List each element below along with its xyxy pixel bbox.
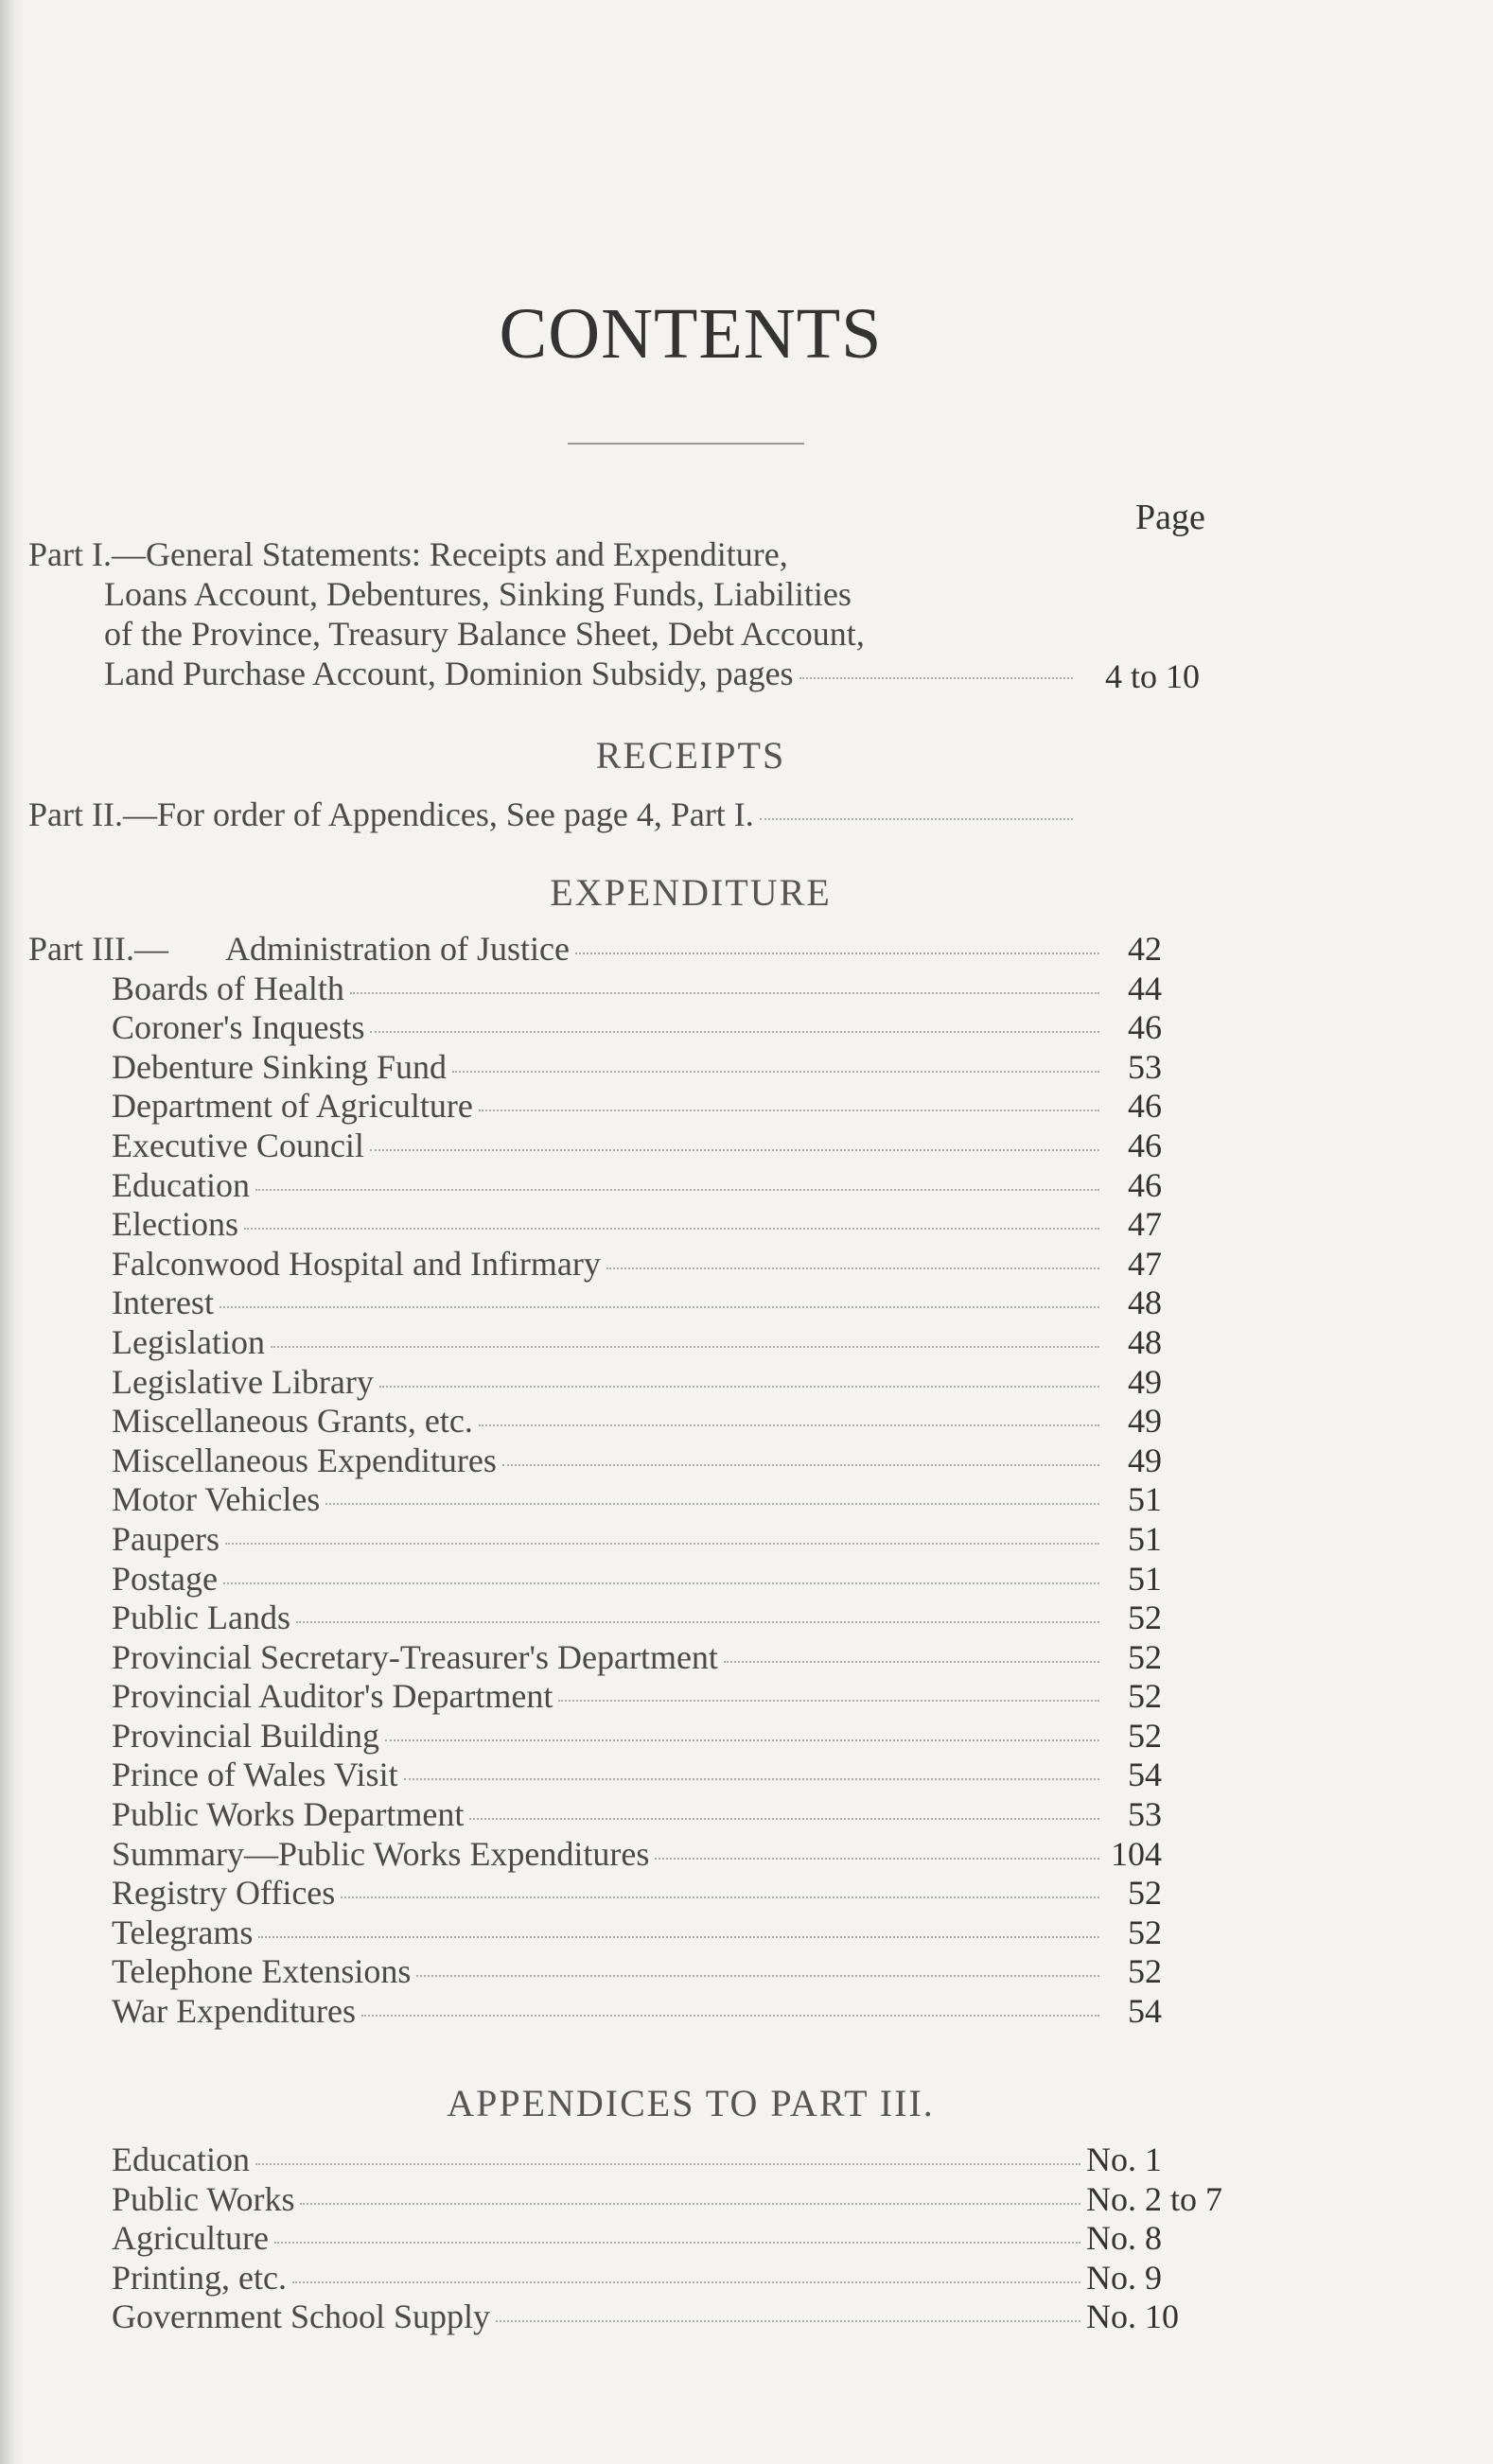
dot-leader xyxy=(606,1267,1099,1269)
part2-text: Part II.—For order of Appendices, See page 4, Part I. xyxy=(28,795,754,833)
dot-leader xyxy=(244,1228,1099,1230)
expenditure-row xyxy=(112,1637,1162,1677)
dot-leader xyxy=(274,2242,1080,2244)
appendix-number: No. 10 xyxy=(1086,2298,1179,2336)
receipts-heading: RECEIPTS xyxy=(595,734,786,777)
expenditure-page: 53 xyxy=(1128,1795,1162,1834)
expenditure-page: 46 xyxy=(1128,1126,1162,1164)
expenditure-page: 49 xyxy=(1128,1362,1162,1401)
expenditure-page: 54 xyxy=(1128,1992,1162,2031)
expenditure-row xyxy=(112,1401,1162,1441)
dot-leader xyxy=(255,2163,1080,2165)
expenditure-page: 51 xyxy=(1128,1480,1162,1519)
dot-leader xyxy=(292,2281,1080,2283)
expenditure-row xyxy=(112,1047,1162,1087)
expenditure-row xyxy=(112,1598,1162,1637)
page-title: CONTENTS xyxy=(499,294,883,374)
expenditure-page: 46 xyxy=(1128,1008,1162,1047)
appendix-number: No. 2 to 7 xyxy=(1086,2179,1222,2218)
expenditure-page: 52 xyxy=(1128,1637,1162,1676)
appendix-number: No. 1 xyxy=(1086,2141,1162,2178)
dot-leader xyxy=(558,1700,1099,1702)
expenditure-page: 48 xyxy=(1128,1322,1162,1361)
expenditure-label: War Expenditures xyxy=(112,1992,357,2031)
expenditure-row xyxy=(112,1204,1162,1244)
expenditure-page: 52 xyxy=(1128,1599,1162,1637)
part2-entry xyxy=(28,795,1079,834)
part1-page-range: 4 to 10 xyxy=(1105,657,1201,695)
expenditure-row xyxy=(112,1086,1162,1126)
expenditure-label: Telegrams xyxy=(112,1913,254,1951)
dot-leader xyxy=(469,1818,1099,1820)
appendix-row xyxy=(112,2218,1266,2258)
expenditure-heading: EXPENDITURE xyxy=(550,871,832,914)
expenditure-label: Postage xyxy=(112,1559,218,1598)
dot-leader xyxy=(296,1621,1099,1623)
expenditure-label: Executive Council xyxy=(112,1126,364,1164)
expenditure-row xyxy=(112,1951,1162,1991)
expenditure-label: Public Lands xyxy=(112,1599,290,1637)
expenditure-page: 52 xyxy=(1128,1677,1162,1716)
expenditure-label: Interest xyxy=(112,1284,214,1322)
expenditure-label: Falconwood Hospital and Infirmary xyxy=(112,1244,601,1283)
dot-leader xyxy=(416,1975,1099,1977)
expenditure-label: Registry Offices xyxy=(112,1874,336,1913)
expenditure-page: 47 xyxy=(1128,1205,1162,1244)
dot-leader xyxy=(271,1346,1099,1348)
expenditure-page: 51 xyxy=(1128,1519,1162,1558)
expenditure-label: Motor Vehicles xyxy=(112,1480,321,1519)
expenditure-page: 46 xyxy=(1128,1165,1162,1204)
expenditure-page: 54 xyxy=(1128,1756,1162,1794)
expenditure-list xyxy=(112,929,1162,2031)
expenditure-page: 52 xyxy=(1128,1874,1162,1913)
expenditure-row xyxy=(112,1322,1162,1362)
dot-leader xyxy=(760,818,1073,820)
expenditure-row xyxy=(112,1519,1162,1559)
expenditure-page: 51 xyxy=(1128,1559,1162,1598)
expenditure-row xyxy=(112,1244,1162,1284)
expenditure-row xyxy=(112,969,1162,1008)
expenditure-label: Education xyxy=(112,1165,250,1204)
part1-entry xyxy=(28,534,1079,654)
expenditure-label: Legislation xyxy=(112,1322,265,1361)
expenditure-row xyxy=(112,1676,1162,1716)
appendix-number: No. 8 xyxy=(1086,2219,1162,2258)
dot-leader xyxy=(479,1424,1099,1426)
expenditure-label: Coroner's Inquests xyxy=(112,1008,365,1047)
expenditure-label: Administration of Justice xyxy=(225,930,570,968)
expenditure-page: 52 xyxy=(1128,1716,1162,1755)
appendix-label: Government School Supply xyxy=(112,2298,490,2336)
expenditure-page: 49 xyxy=(1128,1402,1162,1441)
dot-leader xyxy=(404,1778,1099,1780)
expenditure-label: Prince of Wales Visit xyxy=(112,1756,398,1794)
expenditure-label: Public Works Department xyxy=(112,1795,465,1834)
appendices-list xyxy=(112,2140,1266,2336)
appendix-row xyxy=(112,2297,1266,2336)
page-column-heading: Page xyxy=(1135,498,1205,537)
dot-leader xyxy=(479,1110,1099,1111)
dot-leader xyxy=(258,1936,1099,1938)
dot-leader xyxy=(370,1149,1099,1151)
part1-last-line xyxy=(104,654,1079,693)
part1-line: Loans Account, Debentures, Sinking Funds, Liabilities xyxy=(104,575,852,613)
expenditure-page: 49 xyxy=(1128,1441,1162,1479)
expenditure-label: Boards of Health xyxy=(112,969,344,1007)
dot-leader xyxy=(223,1582,1099,1584)
dot-leader xyxy=(724,1661,1099,1663)
expenditure-page: 52 xyxy=(1128,1913,1162,1951)
expenditure-row xyxy=(112,1441,1162,1480)
dot-leader xyxy=(341,1896,1099,1898)
expenditure-row xyxy=(112,1794,1162,1834)
dot-leader xyxy=(300,2203,1080,2205)
expenditure-row xyxy=(112,1716,1162,1756)
expenditure-page: 104 xyxy=(1111,1834,1162,1873)
dot-leader xyxy=(452,1071,1099,1073)
part1-line: of the Province, Treasury Balance Sheet, Debt Account, xyxy=(104,615,865,653)
dot-leader xyxy=(799,677,1073,679)
expenditure-label: Department of Agriculture xyxy=(112,1087,473,1126)
expenditure-page: 48 xyxy=(1128,1284,1162,1322)
expenditure-row xyxy=(112,1991,1162,2031)
expenditure-label: Provincial Auditor's Department xyxy=(112,1677,553,1716)
dot-leader xyxy=(225,1543,1099,1545)
expenditure-page: 53 xyxy=(1128,1047,1162,1086)
expenditure-label: Telephone Extensions xyxy=(112,1952,412,1991)
expenditure-page: 42 xyxy=(1128,930,1162,968)
expenditure-page: 52 xyxy=(1128,1952,1162,1991)
expenditure-page: 47 xyxy=(1128,1244,1162,1283)
dot-leader xyxy=(370,1031,1099,1033)
expenditure-row xyxy=(112,1913,1162,1952)
expenditure-label: Provincial Secretary-Treasurer's Department xyxy=(112,1637,718,1676)
appendix-label: Agriculture xyxy=(112,2219,269,2258)
appendix-row xyxy=(112,2179,1266,2219)
expenditure-label: Legislative Library xyxy=(112,1362,374,1401)
expenditure-row xyxy=(112,1126,1162,1165)
dot-leader xyxy=(325,1503,1099,1505)
appendices-heading: APPENDICES TO PART III. xyxy=(447,2082,935,2124)
dot-leader xyxy=(496,2320,1080,2322)
part1-line: Land Purchase Account, Dominion Subsidy, pages xyxy=(104,655,794,692)
expenditure-label: Debenture Sinking Fund xyxy=(112,1047,447,1086)
appendix-label: Printing, etc. xyxy=(112,2258,287,2297)
dot-leader xyxy=(385,1739,1099,1741)
dot-leader xyxy=(502,1464,1099,1466)
part3-lead: Part III.— xyxy=(28,930,168,968)
appendix-number: No. 9 xyxy=(1086,2258,1162,2297)
expenditure-row xyxy=(112,1283,1162,1322)
expenditure-row xyxy=(112,1559,1162,1599)
expenditure-row xyxy=(112,1362,1162,1402)
expenditure-label: Summary—Public Works Expenditures xyxy=(112,1834,650,1873)
expenditure-row xyxy=(112,1007,1162,1047)
expenditure-row xyxy=(112,929,1162,969)
title-divider xyxy=(568,443,804,445)
expenditure-label: Elections xyxy=(112,1205,238,1244)
dot-leader xyxy=(575,952,1099,954)
expenditure-row xyxy=(112,1834,1162,1874)
expenditure-page: 44 xyxy=(1128,969,1162,1007)
expenditure-row xyxy=(112,1755,1162,1794)
appendix-label: Public Works xyxy=(112,2179,295,2218)
expenditure-label: Miscellaneous Grants, etc. xyxy=(112,1402,473,1441)
appendix-row xyxy=(112,2140,1266,2179)
dot-leader xyxy=(255,1189,1099,1191)
expenditure-row xyxy=(112,1165,1162,1205)
dot-leader xyxy=(655,1858,1099,1860)
expenditure-label: Provincial Building xyxy=(112,1716,379,1755)
dot-leader xyxy=(350,992,1099,994)
expenditure-label: Paupers xyxy=(112,1519,220,1558)
appendix-row xyxy=(112,2258,1266,2298)
dot-leader xyxy=(220,1306,1099,1308)
expenditure-page: 46 xyxy=(1128,1087,1162,1126)
expenditure-row xyxy=(112,1873,1162,1913)
part1-line: Part I.—General Statements: Receipts and Expenditure, xyxy=(28,535,788,573)
expenditure-row xyxy=(112,1479,1162,1519)
dot-leader xyxy=(361,2015,1099,2017)
dot-leader xyxy=(379,1386,1099,1388)
expenditure-label: Miscellaneous Expenditures xyxy=(112,1441,497,1479)
appendix-label: Education xyxy=(112,2141,250,2178)
